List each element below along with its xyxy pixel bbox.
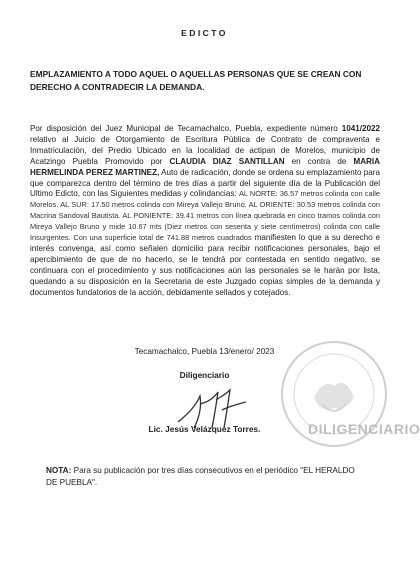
official-title: Diligenciario xyxy=(179,370,230,380)
property-boundaries: AL NORTE: 36.57 metros colinda con calle Morelos. AL SUR: 17.50 metros colinda con Mireya Vallejo Bruno. AL ORIENTE: 30.53 metros colinda con Macrina Sandoval Bautista. AL PONIENTE: 39.41 metros con línea quebrada en cinco tramos colinda con Mireya Vallejo Bruno y mide 10.67 mts (Diez metros con sesenta y siete centímetros) colinda con calle Insurgentes. Con una superficie total de 741.88 metros cuadrados xyxy=(30,189,380,243)
stamp-text: DILIGENCIARIO xyxy=(308,421,420,437)
body-part-5: manifiesten lo que a su derecho e interés convenga, así como señalen domicilio para recibir notificaciones personales, bajo el apercibimiento de que de no hacerlo, se le tendrá por contestada en sentido negativo, se continuara con el procedimiento y sus notificaciones aún las personales se le harán por lista, quedando a su disposición en la Secretaria de este Juzgado copias simples de la demanda y documentos fundatorios de la acción, debidamente sellados y cotejados. xyxy=(30,233,381,297)
defendant-name: MARIA HERMELINDA PEREZ MARTINEZ, xyxy=(30,156,380,177)
note-label: NOTA: xyxy=(46,466,72,475)
body-part-2: relativo al Juicio de Otorgamiento de Escritura Pública de Contrato de compraventa e Inmatriculación, del Predio Ubicado en la localidad de actipan de Morelos, municipio de Acatzingo Puebla Promovido por xyxy=(30,134,380,166)
plaintiff-name: CLAUDIA DIAZ SANTILLAN xyxy=(169,156,285,166)
body-part-4: Auto de radicación, donde se ordena su emplazamiento para que comparezca dentro del término de tres días a partir del siguiente día de la Publicación del Ultimo Edicto, con las Siguientes medidas y colindancias: xyxy=(30,167,380,199)
document-title: EDICTO xyxy=(181,28,228,38)
document-body xyxy=(30,124,380,299)
body-part-1: Por disposición del Juez Municipal de Tecamachalco, Puebla, expediente número xyxy=(30,124,342,133)
publication-note xyxy=(46,465,366,488)
place-and-date: Tecamachalco, Puebla 13/enero/ 2023 xyxy=(134,347,275,356)
document-heading: EMPLAZAMIENTO A TODO AQUEL O AQUELLAS PERSONAS QUE SE CREAN CON DERECHO A CONTRADECIR LA DEMANDA. xyxy=(30,69,362,92)
note-text: Para su publicación por tres días consecutivos en el periódico "EL HERALDO DE PUEBLA". xyxy=(46,466,355,487)
body-part-3: en contra de xyxy=(284,156,354,166)
signer-name: Lic. Jesús Velázquez Torres. xyxy=(148,424,261,434)
case-number: 1041/2022 xyxy=(341,124,380,133)
